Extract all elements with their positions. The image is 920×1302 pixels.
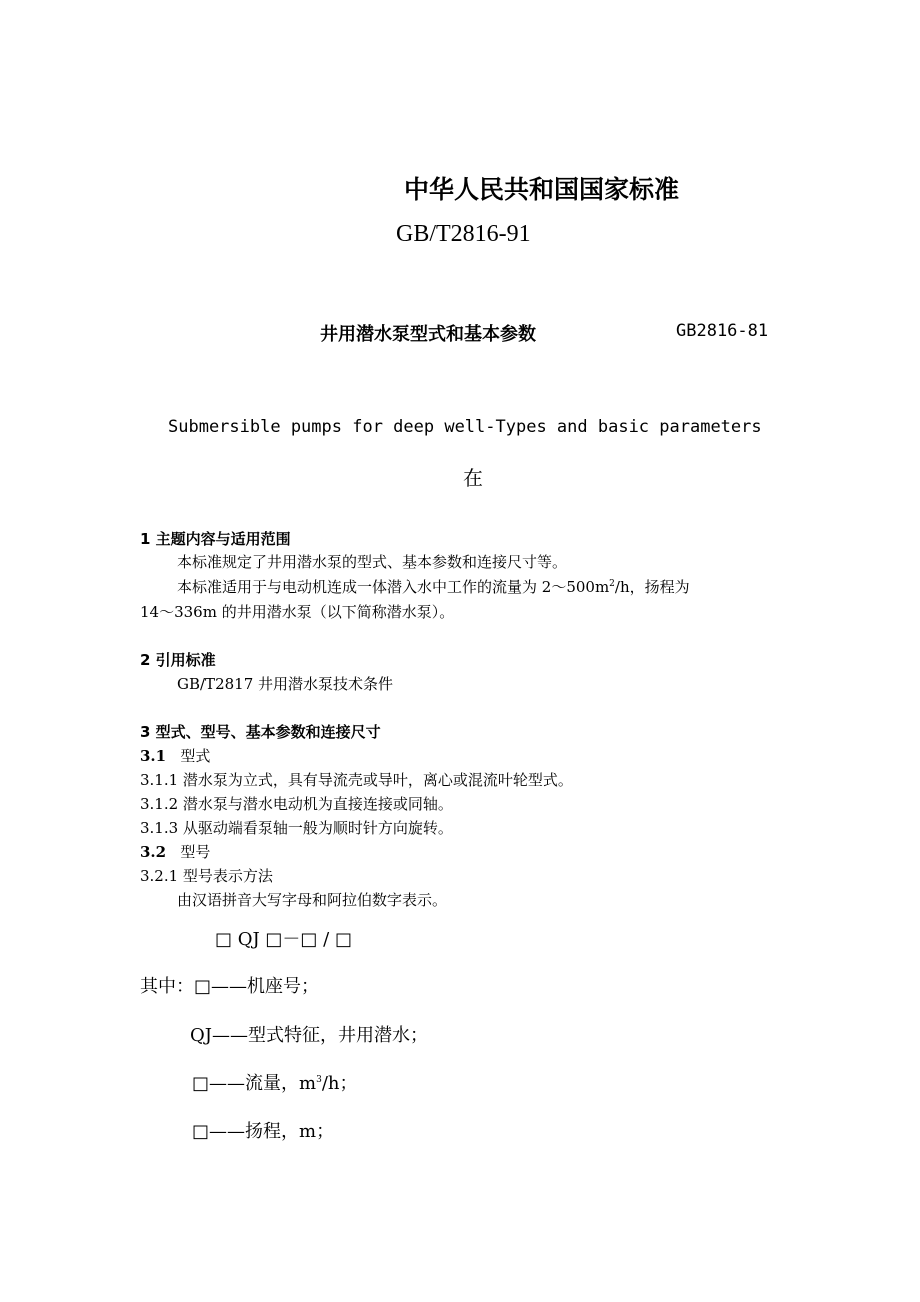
section-3-heading: 3 型式、型号、基本参数和连接尺寸: [140, 723, 381, 741]
standard-subtitle: 井用潜水泵型式和基本参数: [320, 324, 536, 345]
legend-intro: 其中：□——机座号；: [140, 976, 320, 997]
standard-title: 中华人民共和国国家标准: [404, 175, 680, 204]
section-3-1-3: 3.1.3 从驱动端看泵轴一般为顺时针方向旋转。: [140, 819, 453, 837]
header-mark: 在: [463, 466, 483, 490]
section-3-2: 3.2 型号: [140, 843, 211, 861]
section-2-heading: 2 引用标准: [140, 651, 216, 669]
section-3-1: 3.1 型式: [140, 747, 211, 765]
section-3-1-2: 3.1.2 潜水泵与潜水电动机为直接连接或同轴。: [140, 795, 453, 813]
section-2-reference: GB/T2817 井用潜水泵技术条件: [177, 675, 394, 693]
legend-type: QJ——型式特征，井用潜水；: [190, 1025, 428, 1046]
section-3-2-1: 3.2.1 型号表示方法: [140, 867, 273, 885]
replaced-standard-code: GB2816-81: [676, 321, 769, 341]
english-title: Submersible pumps for deep well-Types and basic parameters: [168, 417, 762, 437]
section-3-2-1-text: 由汉语拼音大写字母和阿拉伯数字表示。: [177, 891, 448, 909]
section-1-paragraph-1: 本标准规定了井用潜水泵的型式、基本参数和连接尺寸等。: [177, 553, 568, 571]
legend-head: □——扬程，m；: [192, 1121, 335, 1142]
section-1-paragraph-2-cont: 14～336m 的井用潜水泵（以下简称潜水泵）。: [140, 603, 455, 621]
section-1-heading: 1 主题内容与适用范围: [140, 530, 291, 548]
section-3-1-1: 3.1.1 潜水泵为立式，具有导流壳或导叶，离心或混流叶轮型式。: [140, 771, 573, 789]
section-1-paragraph-2: 本标准适用于与电动机连成一体潜入水中工作的流量为 $2\sim 500m^2/h$，扬程为: [177, 578, 690, 596]
standard-code: GB/T2816-91: [396, 221, 531, 247]
legend-flow: □——流量，$m^3/h$；: [192, 1073, 358, 1094]
model-format: □ QJ □－□ / □: [215, 929, 352, 950]
